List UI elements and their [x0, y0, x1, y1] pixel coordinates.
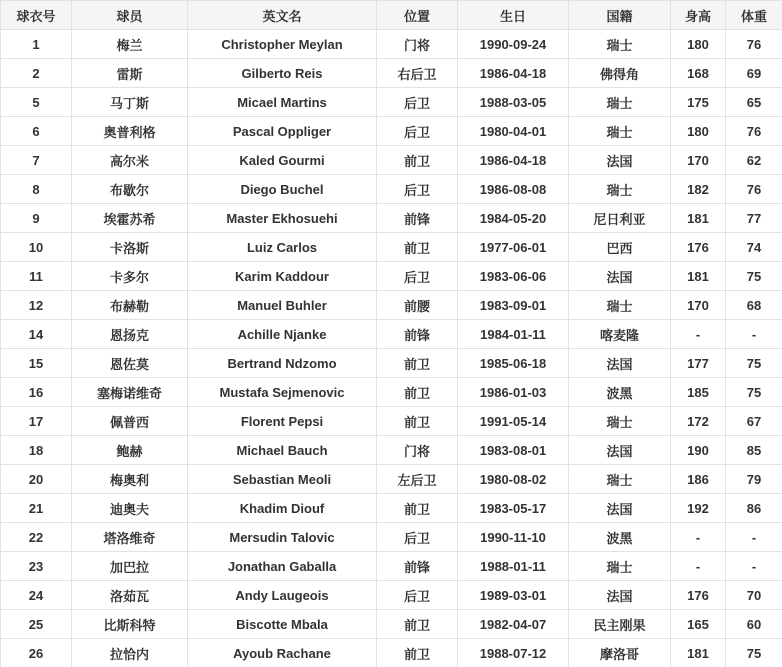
table-cell: 23	[1, 552, 72, 581]
column-header-position: 位置	[377, 1, 458, 30]
table-cell: 埃霍苏希	[72, 204, 188, 233]
table-cell: 比斯科特	[72, 610, 188, 639]
table-cell: 190	[671, 436, 726, 465]
table-cell: 76	[726, 30, 782, 59]
table-cell: Christopher Meylan	[188, 30, 377, 59]
table-cell: 1	[1, 30, 72, 59]
table-cell: Kaled Gourmi	[188, 146, 377, 175]
table-cell: 雷斯	[72, 59, 188, 88]
table-cell: 176	[671, 581, 726, 610]
table-cell: 86	[726, 494, 782, 523]
table-cell: 右后卫	[377, 59, 458, 88]
table-row	[1, 117, 782, 146]
table-cell: -	[671, 552, 726, 581]
table-cell: Jonathan Gaballa	[188, 552, 377, 581]
table-cell: 172	[671, 407, 726, 436]
table-cell: -	[726, 523, 782, 552]
table-row	[1, 349, 782, 378]
table-row	[1, 233, 782, 262]
table-cell: Bertrand Ndzomo	[188, 349, 377, 378]
table-cell: 民主刚果	[569, 610, 671, 639]
table-cell: 前卫	[377, 494, 458, 523]
table-cell: 前卫	[377, 146, 458, 175]
table-cell: 波黑	[569, 378, 671, 407]
table-cell: 1986-04-18	[458, 59, 569, 88]
table-cell: 79	[726, 465, 782, 494]
table-cell: 前锋	[377, 320, 458, 349]
table-row	[1, 320, 782, 349]
table-cell: 后卫	[377, 262, 458, 291]
table-cell: 21	[1, 494, 72, 523]
table-cell: 62	[726, 146, 782, 175]
table-row	[1, 59, 782, 88]
table-cell: 1980-08-02	[458, 465, 569, 494]
table-cell: 75	[726, 349, 782, 378]
table-cell: 鲍赫	[72, 436, 188, 465]
table-cell: 175	[671, 88, 726, 117]
table-cell: Manuel Buhler	[188, 291, 377, 320]
table-cell: 塞梅诺维奇	[72, 378, 188, 407]
table-cell: 瑞士	[569, 175, 671, 204]
table-cell: 1984-05-20	[458, 204, 569, 233]
table-cell: Andy Laugeois	[188, 581, 377, 610]
table-cell: 15	[1, 349, 72, 378]
table-cell: 7	[1, 146, 72, 175]
column-header-nationality: 国籍	[569, 1, 671, 30]
table-cell: 60	[726, 610, 782, 639]
table-cell: 170	[671, 291, 726, 320]
table-row	[1, 465, 782, 494]
table-cell: 卡洛斯	[72, 233, 188, 262]
table-cell: 1991-05-14	[458, 407, 569, 436]
table-cell: Khadim Diouf	[188, 494, 377, 523]
table-cell: 76	[726, 117, 782, 146]
table-cell: 尼日利亚	[569, 204, 671, 233]
table-cell: 65	[726, 88, 782, 117]
table-cell: 奥普利格	[72, 117, 188, 146]
table-cell: Mustafa Sejmenovic	[188, 378, 377, 407]
table-row	[1, 494, 782, 523]
table-cell: 佩普西	[72, 407, 188, 436]
table-cell: 12	[1, 291, 72, 320]
table-cell: Ayoub Rachane	[188, 639, 377, 667]
table-cell: 180	[671, 30, 726, 59]
table-cell: 165	[671, 610, 726, 639]
table-row	[1, 407, 782, 436]
table-cell: 拉恰内	[72, 639, 188, 667]
table-cell: 瑞士	[569, 552, 671, 581]
header-row	[1, 1, 782, 30]
table-cell: 巴西	[569, 233, 671, 262]
table-cell: 瑞士	[569, 465, 671, 494]
table-cell: 法国	[569, 262, 671, 291]
table-cell: 68	[726, 291, 782, 320]
table-cell: 后卫	[377, 523, 458, 552]
table-cell: 前锋	[377, 204, 458, 233]
table-cell: 前卫	[377, 407, 458, 436]
table-cell: 喀麦隆	[569, 320, 671, 349]
table-cell: Karim Kaddour	[188, 262, 377, 291]
table-cell: 后卫	[377, 117, 458, 146]
table-cell: 2	[1, 59, 72, 88]
table-cell: Sebastian Meoli	[188, 465, 377, 494]
table-row	[1, 204, 782, 233]
table-cell: 门将	[377, 30, 458, 59]
table-cell: 10	[1, 233, 72, 262]
table-cell: 马丁斯	[72, 88, 188, 117]
table-body	[1, 30, 782, 667]
table-cell: 69	[726, 59, 782, 88]
table-cell: 20	[1, 465, 72, 494]
table-cell: 法国	[569, 436, 671, 465]
table-cell: 1982-04-07	[458, 610, 569, 639]
table-cell: 1986-01-03	[458, 378, 569, 407]
table-row	[1, 581, 782, 610]
table-cell: 洛茹瓦	[72, 581, 188, 610]
column-header-jersey-number: 球衣号	[1, 1, 72, 30]
table-cell: Biscotte Mbala	[188, 610, 377, 639]
table-cell: 摩洛哥	[569, 639, 671, 667]
table-cell: Diego Buchel	[188, 175, 377, 204]
table-row	[1, 523, 782, 552]
table-cell: -	[671, 320, 726, 349]
table-cell: 1983-08-01	[458, 436, 569, 465]
table-cell: 67	[726, 407, 782, 436]
table-cell: 前卫	[377, 639, 458, 667]
table-cell: 17	[1, 407, 72, 436]
table-cell: 1986-08-08	[458, 175, 569, 204]
table-cell: Master Ekhosuehi	[188, 204, 377, 233]
table-cell: 1989-03-01	[458, 581, 569, 610]
table-cell: 法国	[569, 581, 671, 610]
table-cell: 瑞士	[569, 117, 671, 146]
table-cell: 75	[726, 378, 782, 407]
table-cell: 22	[1, 523, 72, 552]
table-cell: 左后卫	[377, 465, 458, 494]
table-header	[1, 1, 782, 30]
table-cell: 75	[726, 262, 782, 291]
table-cell: Luiz Carlos	[188, 233, 377, 262]
table-cell: 梅奥利	[72, 465, 188, 494]
table-cell: 74	[726, 233, 782, 262]
table-cell: 181	[671, 639, 726, 667]
table-cell: 170	[671, 146, 726, 175]
table-cell: 塔洛维奇	[72, 523, 188, 552]
table-cell: 11	[1, 262, 72, 291]
table-cell: 波黑	[569, 523, 671, 552]
table-cell: 1990-11-10	[458, 523, 569, 552]
table-cell: 180	[671, 117, 726, 146]
table-cell: 前卫	[377, 233, 458, 262]
table-cell: 恩扬克	[72, 320, 188, 349]
table-cell: 迪奥夫	[72, 494, 188, 523]
table-cell: 1986-04-18	[458, 146, 569, 175]
table-cell: 5	[1, 88, 72, 117]
table-row	[1, 88, 782, 117]
table-cell: 1985-06-18	[458, 349, 569, 378]
table-cell: 前腰	[377, 291, 458, 320]
table-cell: 1983-06-06	[458, 262, 569, 291]
table-cell: 176	[671, 233, 726, 262]
table-cell: 法国	[569, 494, 671, 523]
column-header-player-name: 球员	[72, 1, 188, 30]
table-cell: 70	[726, 581, 782, 610]
table-cell: 9	[1, 204, 72, 233]
table-cell: 18	[1, 436, 72, 465]
table-cell: 177	[671, 349, 726, 378]
table-cell: 后卫	[377, 88, 458, 117]
table-cell: 85	[726, 436, 782, 465]
table-cell: 法国	[569, 146, 671, 175]
table-cell: 布赫勒	[72, 291, 188, 320]
table-cell: Micael Martins	[188, 88, 377, 117]
table-row	[1, 291, 782, 320]
table-cell: 恩佐莫	[72, 349, 188, 378]
table-row	[1, 436, 782, 465]
table-cell: 1988-07-12	[458, 639, 569, 667]
table-cell: 8	[1, 175, 72, 204]
table-cell: 前卫	[377, 349, 458, 378]
table-cell: 佛得角	[569, 59, 671, 88]
table-cell: 1988-01-11	[458, 552, 569, 581]
table-row	[1, 378, 782, 407]
table-cell: Florent Pepsi	[188, 407, 377, 436]
table-cell: 门将	[377, 436, 458, 465]
table-row	[1, 610, 782, 639]
table-row	[1, 552, 782, 581]
table-row	[1, 146, 782, 175]
table-cell: 186	[671, 465, 726, 494]
table-cell: -	[726, 320, 782, 349]
table-cell: 192	[671, 494, 726, 523]
table-cell: 瑞士	[569, 291, 671, 320]
table-cell: 布歇尔	[72, 175, 188, 204]
table-cell: 后卫	[377, 581, 458, 610]
column-header-english-name: 英文名	[188, 1, 377, 30]
table-cell: 26	[1, 639, 72, 667]
column-header-birthday: 生日	[458, 1, 569, 30]
table-row	[1, 30, 782, 59]
table-cell: 1984-01-11	[458, 320, 569, 349]
table-cell: 法国	[569, 349, 671, 378]
table-row	[1, 262, 782, 291]
column-header-weight: 体重	[726, 1, 782, 30]
table-cell: 1983-09-01	[458, 291, 569, 320]
table-cell: 梅兰	[72, 30, 188, 59]
table-cell: 24	[1, 581, 72, 610]
table-cell: 75	[726, 639, 782, 667]
table-cell: 1980-04-01	[458, 117, 569, 146]
table-cell: Gilberto Reis	[188, 59, 377, 88]
table-cell: 后卫	[377, 175, 458, 204]
table-cell: 185	[671, 378, 726, 407]
table-cell: 加巴拉	[72, 552, 188, 581]
table-cell: -	[726, 552, 782, 581]
table-cell: 高尔米	[72, 146, 188, 175]
table-cell: Michael Bauch	[188, 436, 377, 465]
table-cell: 182	[671, 175, 726, 204]
table-cell: 1988-03-05	[458, 88, 569, 117]
table-cell: -	[671, 523, 726, 552]
table-cell: 前锋	[377, 552, 458, 581]
table-cell: 181	[671, 204, 726, 233]
table-cell: 卡多尔	[72, 262, 188, 291]
table-cell: 前卫	[377, 378, 458, 407]
table-cell: Mersudin Talovic	[188, 523, 377, 552]
table-cell: Achille Njanke	[188, 320, 377, 349]
table-cell: 瑞士	[569, 88, 671, 117]
table-cell: 瑞士	[569, 407, 671, 436]
table-row	[1, 639, 782, 667]
table-cell: Pascal Oppliger	[188, 117, 377, 146]
column-header-height: 身高	[671, 1, 726, 30]
table-cell: 168	[671, 59, 726, 88]
table-cell: 14	[1, 320, 72, 349]
table-cell: 6	[1, 117, 72, 146]
table-cell: 前卫	[377, 610, 458, 639]
table-cell: 1977-06-01	[458, 233, 569, 262]
table-cell: 76	[726, 175, 782, 204]
table-cell: 1990-09-24	[458, 30, 569, 59]
table-cell: 16	[1, 378, 72, 407]
table-cell: 1983-05-17	[458, 494, 569, 523]
table-cell: 77	[726, 204, 782, 233]
table-cell: 181	[671, 262, 726, 291]
table-cell: 25	[1, 610, 72, 639]
table-cell: 瑞士	[569, 30, 671, 59]
table-row	[1, 175, 782, 204]
